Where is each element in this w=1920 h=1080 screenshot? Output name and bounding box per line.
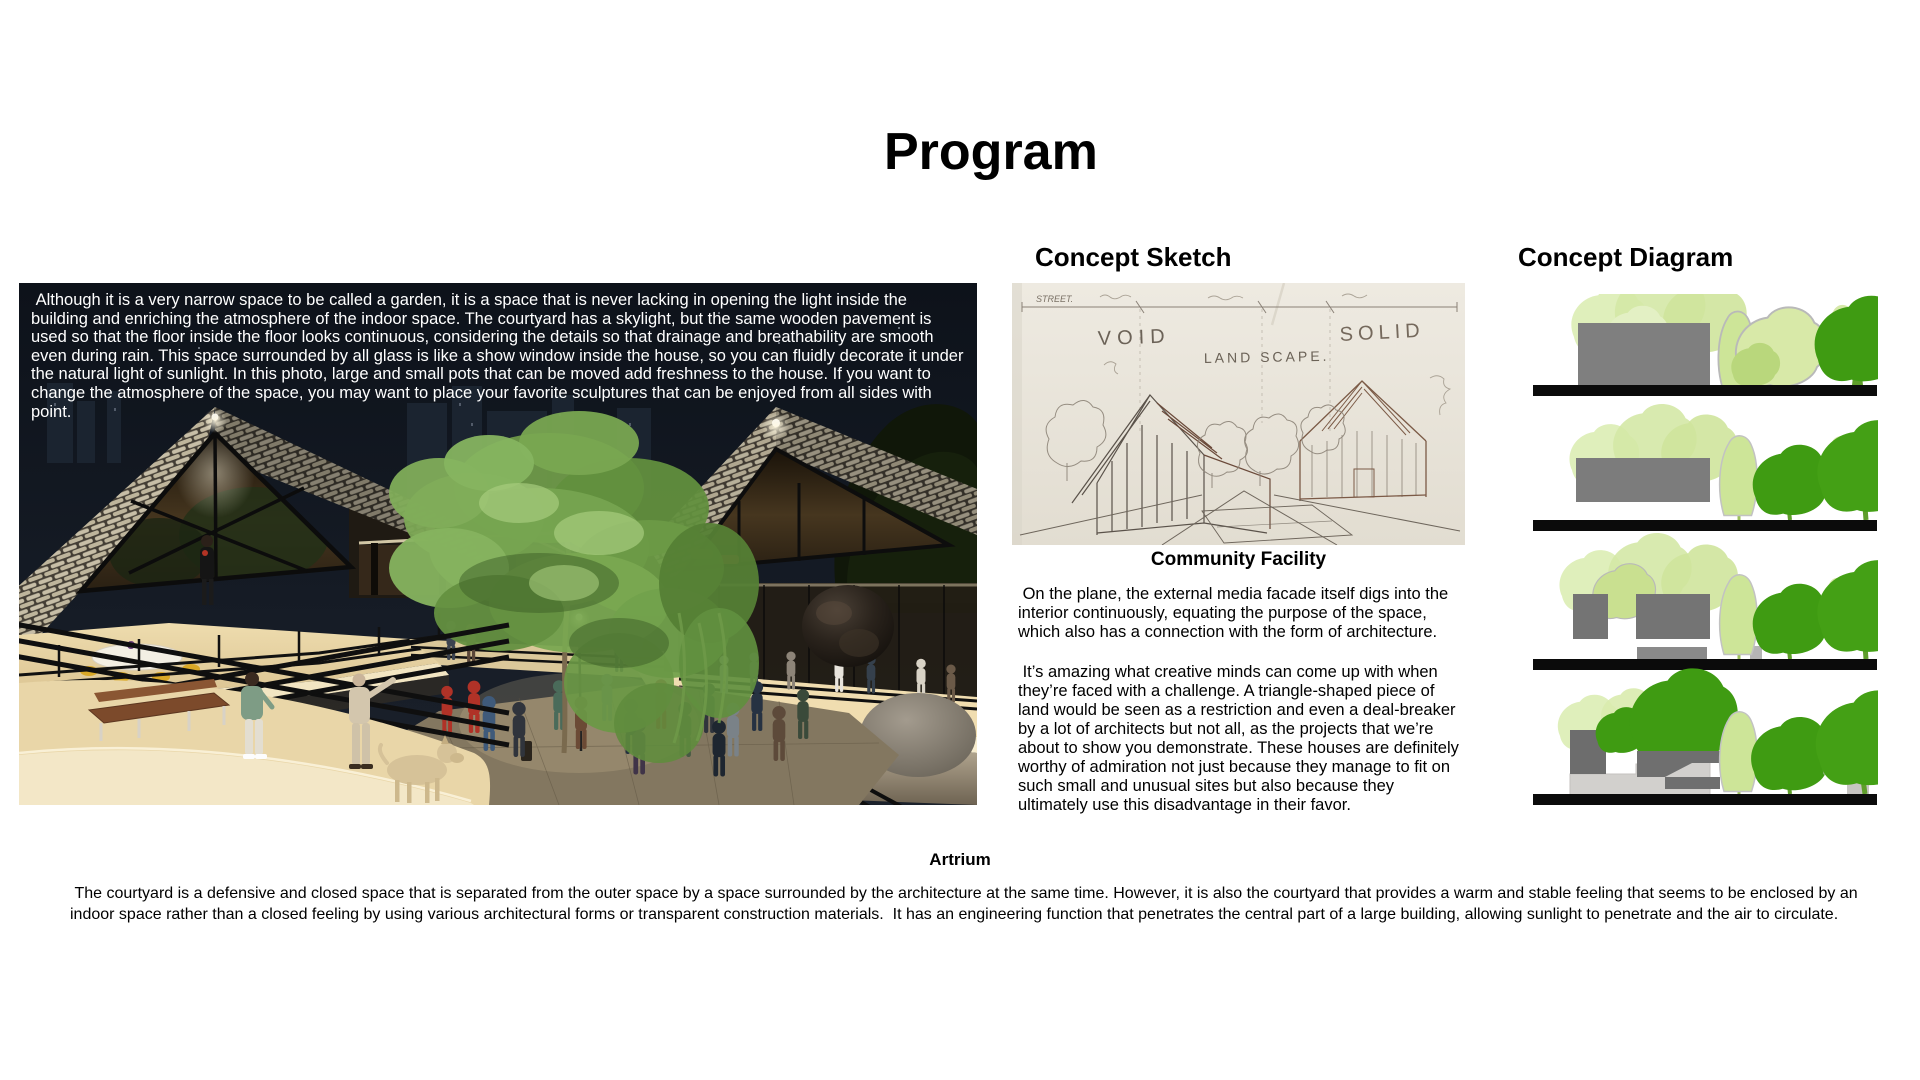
dark-sphere xyxy=(802,585,894,667)
concept-sketch-heading: Concept Sketch xyxy=(1035,242,1232,272)
diagram-row-4 xyxy=(1533,668,1878,805)
label-landscape: LAND SCAPE. xyxy=(1203,347,1330,366)
building-mass xyxy=(1578,323,1710,385)
concept-diagram-image xyxy=(1532,294,1878,808)
diagram-row-3 xyxy=(1533,533,1878,670)
label-void: VOID xyxy=(1097,325,1172,350)
building-mass-large xyxy=(1636,594,1710,639)
hero-overlay-text: Although it is a very narrow space to be called a garden, it is a space that is never lacking in opening the light inside the building and enriching the atmosphere of the indoor space. The courtyard has a skylight, but the same wooden pavement is used so that the floor inside the floor looks continuous, considering the details so that drainage and breathability are smooth even during rain. This space surrounded by all glass is like a show window inside the house, so you can fluidly decorate it under the natural light of sunlight. In this photo, large and small pots that can be moved add freshness to the house. If you want to change the atmosphere of the space, you may want to place your favorite sculptures that can be enjoyed from all sides with point. xyxy=(31,291,969,421)
ground-line xyxy=(1533,520,1877,531)
concept-diagram-art xyxy=(1532,294,1878,808)
label-solid: SOLID xyxy=(1339,319,1426,346)
concept-sketch-image xyxy=(1012,283,1465,545)
ground-line xyxy=(1533,794,1877,805)
building-base xyxy=(1637,647,1707,659)
building-mass-small xyxy=(1573,594,1608,639)
diagram-row-1 xyxy=(1533,294,1878,396)
footer-paragraph: The courtyard is a defensive and closed space that is separated from the outer space by a space surrounded by the architecture at the same time. However, it is also the courtyard that provides a warm and stable feeling that seems to be enclosed by an indoor space rather than a closed feeling by using various architectural forms or transparent construction materials. It has an engineering function that penetrates the central part of a large building, allowing sunlight to penetrate and the air to circulate. xyxy=(70,885,1863,923)
ramp-lower xyxy=(1665,777,1720,789)
hero-render-image xyxy=(19,283,977,805)
ramp-upper xyxy=(1637,751,1720,763)
diagram-row-2 xyxy=(1533,404,1878,531)
concept-sketch-art xyxy=(1012,283,1465,545)
sketch-caption: Community Facility xyxy=(1150,549,1327,570)
floating-mass xyxy=(1576,458,1710,502)
footer-heading: Artrium xyxy=(929,850,991,869)
ground-line xyxy=(1533,659,1877,670)
label-street: STREET. xyxy=(1036,294,1074,304)
page-title: Program xyxy=(884,123,1098,181)
concept-diagram-heading: Concept Diagram xyxy=(1518,242,1734,272)
sketch-paragraph-2: It’s amazing what creative minds can come up with when they’re faced with a challenge. A triangle-shaped piece of land would be seen as a restriction and even a deal-breaker by a lot of architects but not all, as the projects that we’re about to show you demonstrate. These houses are definitely worthy of admiration not just because they manage to fit on such small and unusual sites but also because they ultimately use this disadvantage in their favor. xyxy=(1018,663,1464,814)
sketch-paragraph-1: On the plane, the external media facade itself digs into the interior continuously, equating the purpose of the space, which also has a connection with the form of architecture. xyxy=(1018,585,1453,641)
ground-line xyxy=(1533,385,1877,396)
